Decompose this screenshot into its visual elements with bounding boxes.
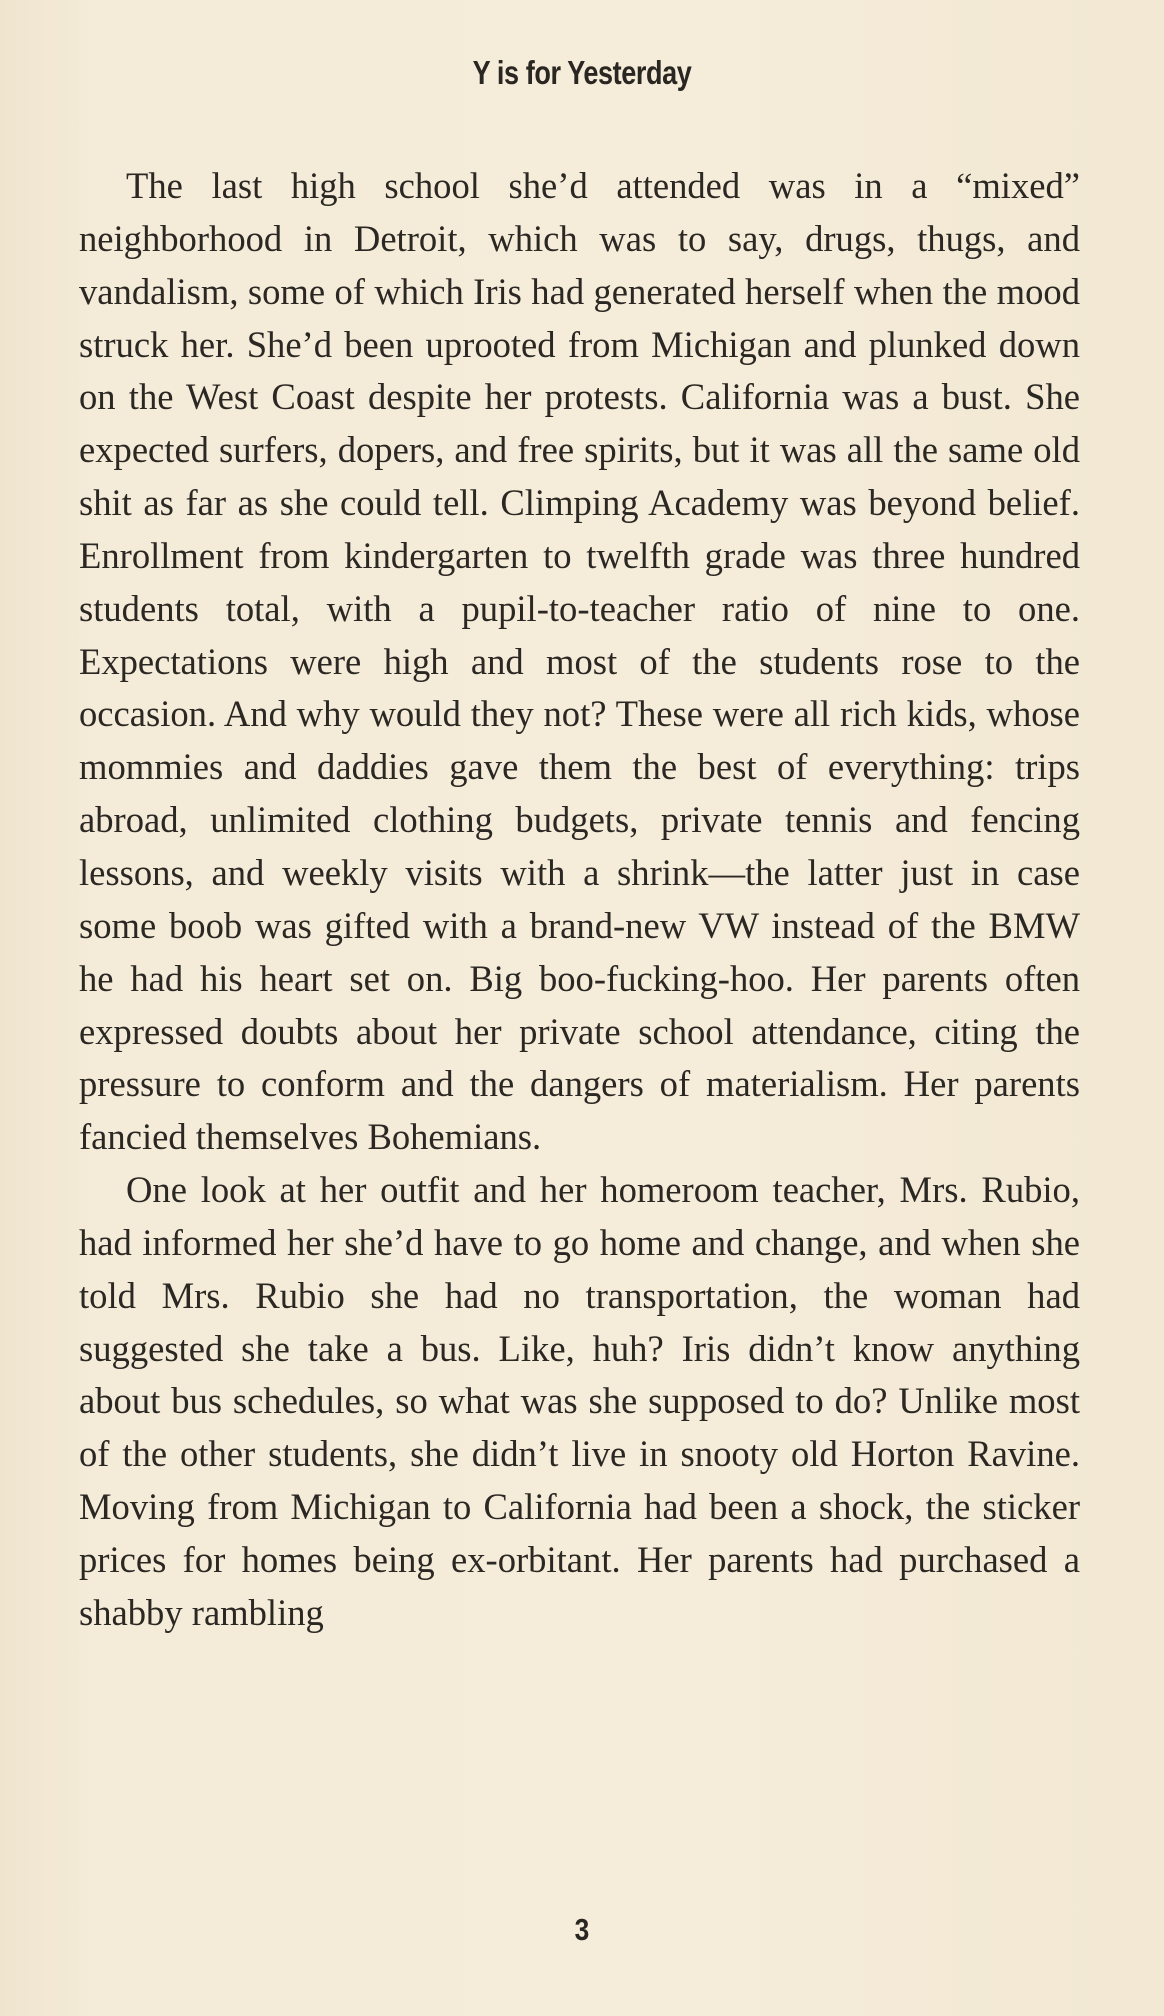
paragraph: One look at her outfit and her homeroom teacher, Mrs. Rubio, had informed her she’d have to go home and change, and when she told Mrs. Rubio she had no transportation, the woman had suggested she take a bus. Like, huh? Iris didn’t know anything about bus schedules, so what was she supposed to do? Unlike most of the other students, she didn’t live in snooty old Horton Ravine. Moving from Michigan to California had been a shock, the sticker prices for homes being ex-orbitant. Her parents had purchased a shabby rambling bbox=[79, 1169, 1080, 1633]
body-text bbox=[79, 160, 1080, 1640]
paragraph: The last high school she’d attended was in a “mixed” neighborhood in Detroit, which was to say, drugs, thugs, and vandalism, some of which Iris had generated herself when the mood struck her. She’d been uprooted from Michigan and plunked down on the West Coast despite her protests. California was a bust. She expected surfers, dopers, and free spirits, but it was all the same old shit as far as she could tell. Climping Academy was beyond belief. Enrollment from kindergarten to twelfth grade was three hundred students total, with a pupil-to-teacher ratio of nine to one. Expectations were high and most of the students rose to the occasion. And why would they not? These were all rich kids, whose mommies and daddies gave them the best of everything: trips abroad, unlimited clothing budgets, private tennis and fencing lessons, and weekly visits with a shrink—the latter just in case some boob was gifted with a brand-new VW instead of the BMW he had his heart set on. Big boo-fucking-hoo. Her parents often expressed doubts about her private school attendance, citing the pressure to conform and the dangers of materialism. Her parents fancied themselves Bohemians. bbox=[79, 165, 1080, 1158]
page-number: 3 bbox=[574, 1912, 590, 1947]
running-head-title: Y is for Yesterday bbox=[472, 54, 692, 91]
